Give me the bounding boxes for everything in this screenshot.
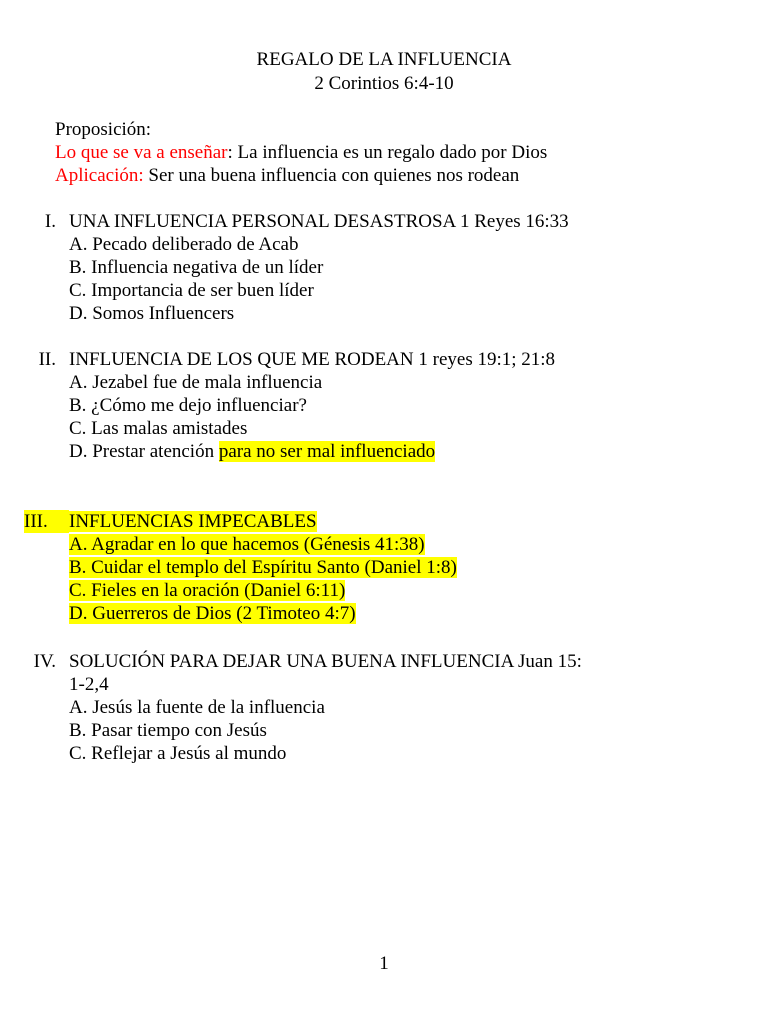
section-3-item-c bbox=[69, 579, 345, 602]
section-4-numeral: IV. bbox=[33, 651, 56, 672]
section-1-item-c: C. Importancia de ser buen líder bbox=[69, 280, 314, 301]
page-number: 1 bbox=[379, 953, 389, 974]
page-title: REGALO DE LA INFLUENCIA bbox=[256, 49, 512, 70]
section-4-heading: SOLUCIÓN PARA DEJAR UNA BUENA INFLUENCIA Juan 15: bbox=[69, 651, 582, 672]
teach-text: La influencia es un regalo dado por Dios bbox=[232, 142, 548, 163]
proposition-apply bbox=[55, 164, 519, 187]
apply-label: Aplicación: bbox=[55, 165, 144, 186]
section-1-item-a: A. Pecado deliberado de Acab bbox=[69, 234, 299, 255]
section-2-item-d-text: D. Prestar atención bbox=[69, 441, 219, 462]
section-1-item-d: D. Somos Influencers bbox=[69, 303, 235, 324]
section-1-heading: UNA INFLUENCIA PERSONAL DESASTROSA 1 Reyes 16:33 bbox=[69, 211, 569, 232]
section-3-item-c-text: C. Fieles en la oración (Daniel 6:11) bbox=[69, 580, 346, 601]
section-3-item-a bbox=[69, 533, 425, 556]
apply-text: Ser una buena influencia con quienes nos rodean bbox=[143, 165, 520, 186]
section-4-item-c: C. Reflejar a Jesús al mundo bbox=[69, 743, 287, 764]
section-3-item-d-text: D. Guerreros de Dios (2 Timoteo 4:7) bbox=[69, 603, 356, 624]
section-3-item-b bbox=[69, 556, 457, 579]
section-2-item-b: B. ¿Cómo me dejo influenciar? bbox=[69, 395, 307, 416]
proposition-label: Proposición: bbox=[55, 119, 152, 140]
section-3-heading-text: INFLUENCIAS IMPECABLES bbox=[69, 511, 317, 532]
section-4-item-b: B. Pasar tiempo con Jesús bbox=[69, 720, 267, 741]
section-2-item-d-highlight: para no ser mal influenciado bbox=[218, 441, 436, 462]
section-3-heading bbox=[69, 510, 317, 533]
section-2-item-d bbox=[69, 440, 435, 463]
section-2-item-a: A. Jezabel fue de mala influencia bbox=[69, 372, 323, 393]
section-2-item-c: C. Las malas amistades bbox=[69, 418, 248, 439]
proposition-teach bbox=[55, 141, 547, 164]
section-2-heading: INFLUENCIA DE LOS QUE ME RODEAN 1 reyes 19:1; 21:8 bbox=[69, 349, 556, 370]
teach-sep: : bbox=[227, 142, 233, 163]
section-1-numeral: I. bbox=[44, 211, 56, 232]
page-subtitle: 2 Corintios 6:4-10 bbox=[314, 73, 454, 94]
section-3-item-b-text: B. Cuidar el templo del Espíritu Santo (Daniel 1:8) bbox=[69, 557, 457, 578]
section-3-numeral: III. bbox=[24, 510, 69, 533]
teach-label: Lo que se va a enseñar bbox=[55, 142, 228, 163]
section-4-item-a: A. Jesús la fuente de la influencia bbox=[69, 697, 325, 718]
section-1-item-b: B. Influencia negativa de un líder bbox=[69, 257, 324, 278]
section-4-heading-cont: 1-2,4 bbox=[69, 674, 109, 695]
section-2-numeral: II. bbox=[38, 349, 56, 370]
section-3-item-d bbox=[69, 602, 356, 625]
section-3-item-a-text: A. Agradar en lo que hacemos (Génesis 41:38) bbox=[69, 534, 425, 555]
